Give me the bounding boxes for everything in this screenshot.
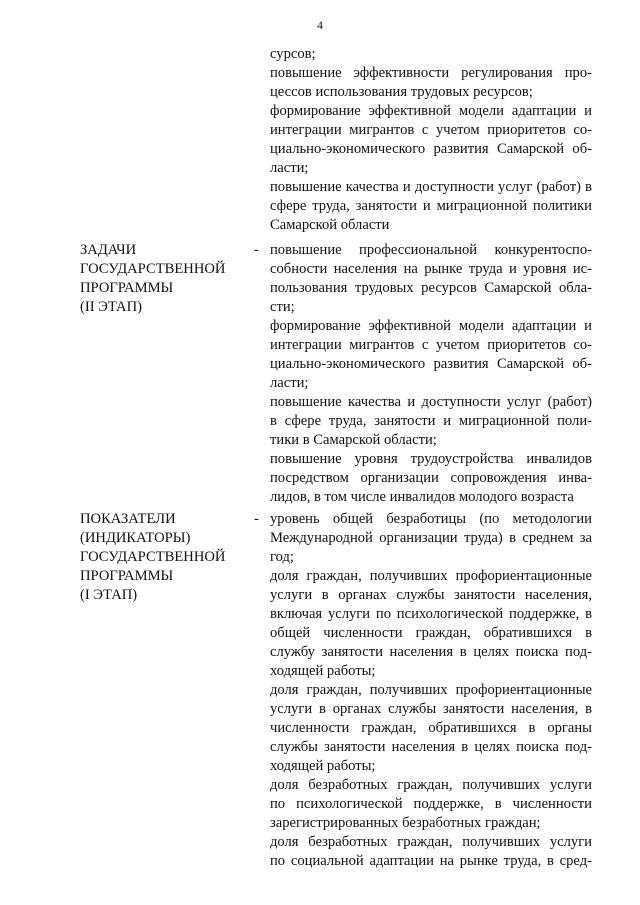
section-dash: - bbox=[254, 511, 259, 527]
text-line: сти; bbox=[270, 299, 295, 315]
heading-line: (II ЭТАП) bbox=[80, 299, 142, 315]
text-line: службу занятости населения в целях поиска под- bbox=[270, 644, 592, 660]
text-line: циально-экономического развития Самарской об- bbox=[270, 356, 592, 372]
text-line: формирование эффективной модели адаптации и bbox=[270, 103, 592, 119]
text-line: доля граждан, получивших профориентационные bbox=[270, 568, 592, 584]
text-line: доля безработных граждан, получивших услуги bbox=[270, 777, 592, 793]
text-line: общей численности граждан, обратившихся в bbox=[270, 625, 592, 641]
text-line: собности населения на рынке труда и уровня ис- bbox=[270, 261, 592, 277]
text-line: повышение качества и доступности услуг (работ) bbox=[270, 394, 592, 410]
text-line: ласти; bbox=[270, 160, 309, 176]
text-line: доля безработных граждан, получивших услуги bbox=[270, 834, 592, 850]
section-dash: - bbox=[254, 242, 259, 258]
text-line: лидов, в том числе инвалидов молодого возраста bbox=[270, 489, 574, 505]
text-line: услуги в органах службы занятости населения, в bbox=[270, 701, 592, 717]
text-line: ходящей работы; bbox=[270, 663, 376, 679]
text-line: цессов использования трудовых ресурсов; bbox=[270, 84, 533, 100]
text-line: год; bbox=[270, 549, 294, 565]
text-line: ходящей работы; bbox=[270, 758, 376, 774]
text-line: повышение качества и доступности услуг (работ) в bbox=[270, 179, 592, 195]
text-line: доля граждан, получивших профориентационные bbox=[270, 682, 592, 698]
text-line: численности граждан, обратившихся в органы bbox=[270, 720, 592, 736]
heading-line: ПРОГРАММЫ bbox=[80, 280, 174, 296]
text-line: службы занятости населения в целях поиска под- bbox=[270, 739, 592, 755]
text-line: интеграции мигрантов с учетом приоритетов со- bbox=[270, 337, 592, 353]
text-line: услуги в органах службы занятости населения, bbox=[270, 587, 592, 603]
text-line: формирование эффективной модели адаптации и bbox=[270, 318, 592, 334]
section-heading-indicators bbox=[80, 510, 260, 605]
text-line: Международной организации труда) в среднем за bbox=[270, 530, 592, 546]
tasks-text bbox=[270, 241, 592, 507]
text-line: тики в Самарской области; bbox=[270, 432, 437, 448]
heading-line: (I ЭТАП) bbox=[80, 587, 138, 603]
text-line: зарегистрированных безработных граждан; bbox=[270, 815, 541, 831]
heading-line: ПОКАЗАТЕЛИ bbox=[80, 511, 176, 527]
section-heading-tasks bbox=[80, 241, 260, 317]
text-line: сфере труда, занятости и миграционной политики bbox=[270, 198, 592, 214]
text-line: сурсов; bbox=[270, 46, 316, 62]
indicators-text bbox=[270, 510, 592, 871]
heading-line: (ИНДИКАТОРЫ) bbox=[80, 530, 191, 546]
heading-line: ГОСУДАРСТВЕННОЙ bbox=[80, 549, 226, 565]
text-line: Самарской области bbox=[270, 217, 390, 233]
text-line: в сфере труда, занятости и миграционной поли- bbox=[270, 413, 592, 429]
text-line: посредством организации сопровождения инва- bbox=[270, 470, 592, 486]
heading-line: ГОСУДАРСТВЕННОЙ bbox=[80, 261, 226, 277]
continued-goals-text bbox=[270, 45, 592, 235]
text-line: ласти; bbox=[270, 375, 309, 391]
text-line: включая услуги по психологической поддержке, в bbox=[270, 606, 592, 622]
text-line: интеграции мигрантов с учетом приоритетов со- bbox=[270, 122, 592, 138]
text-line: повышение профессиональной конкурентоспо- bbox=[270, 242, 592, 258]
text-line: по социальной адаптации на рынке труда, в сред- bbox=[270, 853, 592, 869]
page-number: 4 bbox=[317, 18, 323, 32]
text-line: повышение уровня трудоустройства инвалидов bbox=[270, 451, 592, 467]
heading-line: ПРОГРАММЫ bbox=[80, 568, 174, 584]
text-line: пользования трудовых ресурсов Самарской обла- bbox=[270, 280, 592, 296]
text-line: по психологической поддержке, в численности bbox=[270, 796, 592, 812]
text-line: повышение эффективности регулирования про- bbox=[270, 65, 592, 81]
text-line: уровень общей безработицы (по методологии bbox=[270, 511, 592, 527]
heading-line: ЗАДАЧИ bbox=[80, 242, 137, 258]
text-line: циально-экономического развития Самарской об- bbox=[270, 141, 592, 157]
